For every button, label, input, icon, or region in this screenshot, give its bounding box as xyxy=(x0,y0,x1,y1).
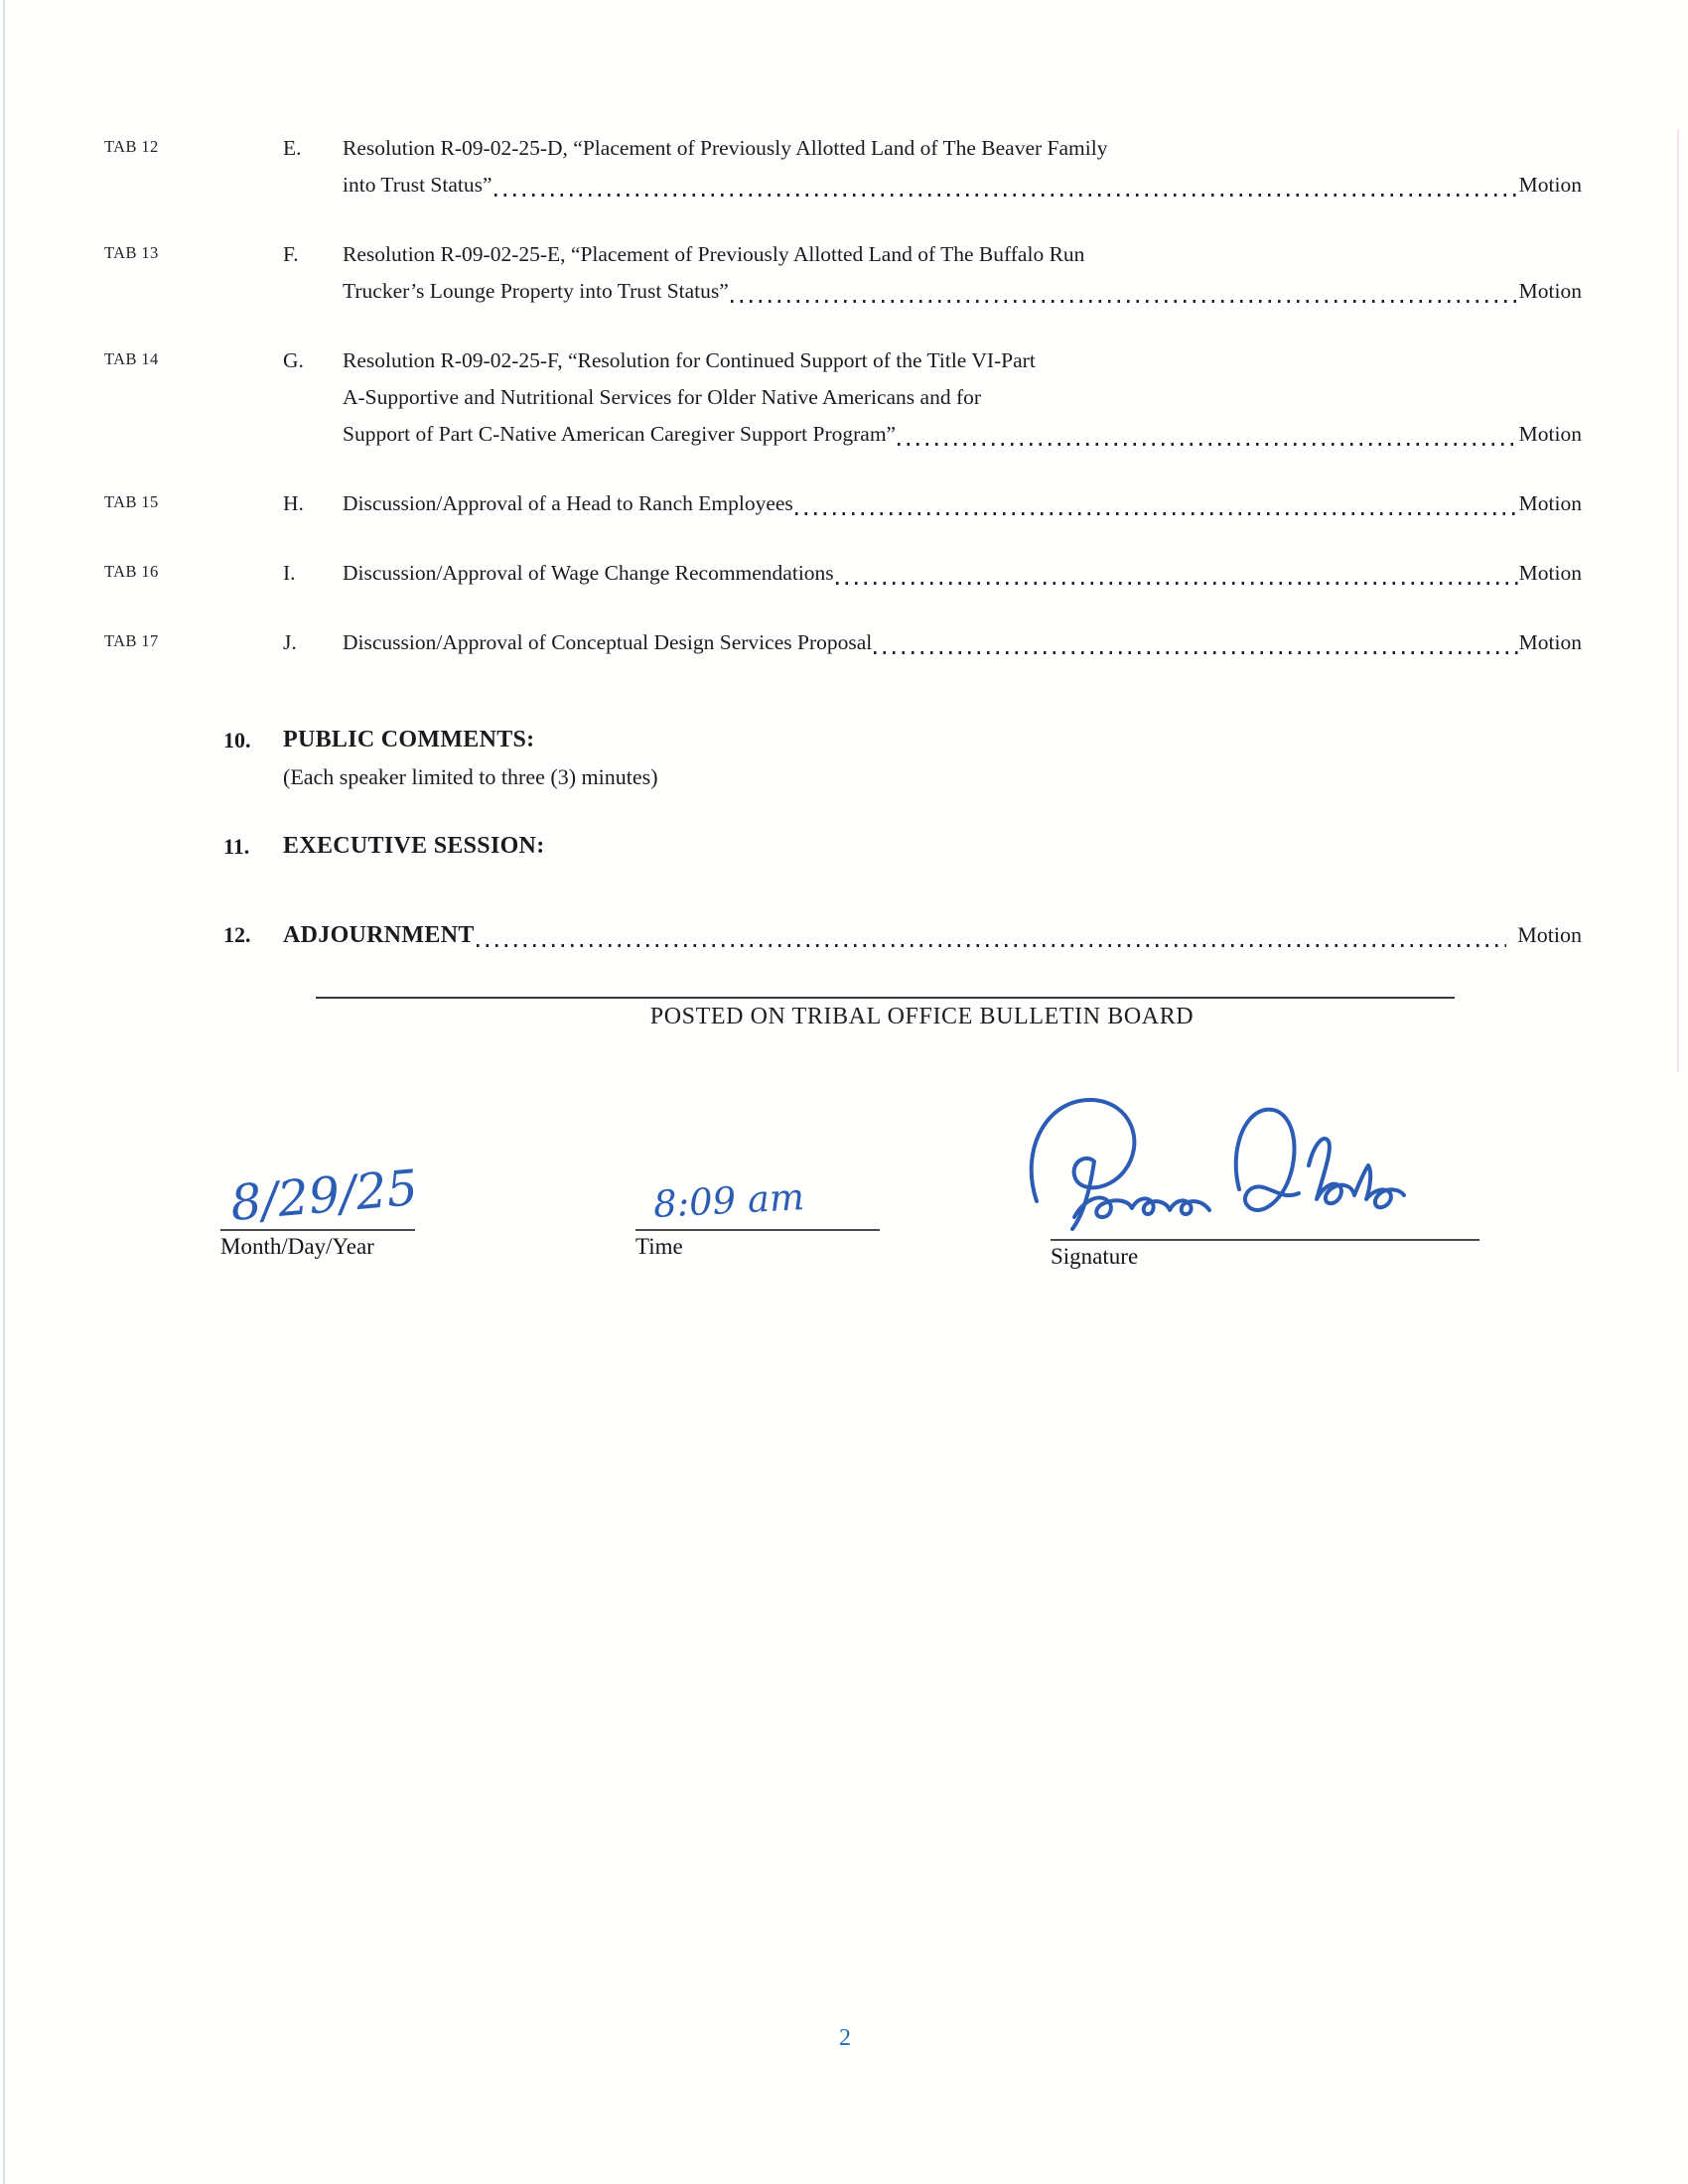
tab-label: TAB 14 xyxy=(104,349,159,368)
tab-label: TAB 16 xyxy=(104,562,159,581)
item-letter: F. xyxy=(283,242,299,266)
tab-label: TAB 15 xyxy=(104,492,159,511)
dotted-leader xyxy=(477,944,1507,947)
section-number: 10. xyxy=(223,728,251,752)
tab-label: TAB 13 xyxy=(104,243,159,262)
signature-field xyxy=(1051,1239,1479,1270)
section-list xyxy=(223,722,1582,954)
time-handwriting: 8:09 am xyxy=(651,1175,806,1226)
item-letter: G. xyxy=(283,348,304,372)
item-line: into Trust Status” xyxy=(343,173,492,197)
item-line: Resolution R-09-02-25-D, “Placement of Previously Allotted Land of The Beaver Family xyxy=(343,136,1108,160)
posting-banner: POSTED ON TRIBAL OFFICE BULLETIN BOARD xyxy=(649,1004,1195,1029)
item-result: Motion xyxy=(1518,422,1582,446)
signature-handwriting xyxy=(1023,1090,1420,1254)
item-line: Resolution R-09-02-25-F, “Resolution for Continued Support of the Title VI-Part xyxy=(343,348,1036,372)
page-number: 2 xyxy=(839,2025,851,2051)
time-field xyxy=(635,1229,880,1260)
signature-underline xyxy=(1051,1239,1479,1241)
agenda-item-j xyxy=(104,624,1582,661)
item-result: Motion xyxy=(1518,279,1582,303)
dotted-leader xyxy=(731,300,1518,303)
date-field xyxy=(220,1229,415,1260)
item-line: Resolution R-09-02-25-E, “Placement of Previously Allotted Land of The Buffalo Run xyxy=(343,242,1085,266)
agenda-item-list xyxy=(104,130,1582,694)
section-public-comments xyxy=(223,722,1582,795)
agenda-item-h xyxy=(104,485,1582,522)
section-title: PUBLIC COMMENTS: xyxy=(283,727,535,752)
item-result: Motion xyxy=(1518,173,1582,197)
time-label: Time xyxy=(635,1234,683,1259)
agenda-item-g xyxy=(104,342,1582,453)
agenda-item-i xyxy=(104,555,1582,592)
date-underline xyxy=(220,1229,415,1231)
item-letter: H. xyxy=(283,491,304,515)
item-line: Discussion/Approval of Wage Change Recommendations xyxy=(343,561,834,585)
section-executive-session xyxy=(223,828,1582,865)
section-title: EXECUTIVE SESSION: xyxy=(283,833,545,859)
agenda-item-e xyxy=(104,130,1582,204)
dotted-leader xyxy=(494,194,1518,197)
dotted-leader xyxy=(874,651,1517,654)
item-letter: I. xyxy=(283,561,296,585)
dotted-leader xyxy=(836,582,1518,585)
banner-rule xyxy=(316,997,1455,999)
section-number: 11. xyxy=(223,834,250,859)
posting-banner-block xyxy=(316,997,1455,1030)
item-result: Motion xyxy=(1518,491,1582,515)
time-underline xyxy=(635,1229,880,1231)
tab-label: TAB 17 xyxy=(104,631,159,650)
item-line: Discussion/Approval of a Head to Ranch Employees xyxy=(343,491,793,515)
section-subtitle: (Each speaker limited to three (3) minutes) xyxy=(283,764,658,789)
date-label: Month/Day/Year xyxy=(220,1234,374,1259)
item-letter: J. xyxy=(283,630,297,654)
section-result: Motion xyxy=(1517,922,1582,947)
item-line: Support of Part C-Native American Caregiver Support Program” xyxy=(343,422,897,446)
dotted-leader xyxy=(795,512,1518,515)
scan-edge-artifact-left xyxy=(3,0,5,2184)
agenda-item-f xyxy=(104,236,1582,310)
section-number: 12. xyxy=(223,922,251,947)
scan-edge-artifact-right xyxy=(1677,129,1679,1072)
item-result: Motion xyxy=(1518,561,1582,585)
tab-label: TAB 12 xyxy=(104,137,159,156)
item-letter: E. xyxy=(283,136,302,160)
item-line: Trucker’s Lounge Property into Trust Status” xyxy=(343,279,729,303)
signature-label: Signature xyxy=(1051,1244,1139,1269)
section-adjournment xyxy=(223,916,1582,954)
section-title: ADJOURNMENT xyxy=(283,922,475,948)
dotted-leader xyxy=(898,443,1518,446)
item-line: A-Supportive and Nutritional Services for Older Native Americans and for xyxy=(343,385,982,409)
item-result: Motion xyxy=(1518,630,1582,654)
item-line: Discussion/Approval of Conceptual Design Services Proposal xyxy=(343,630,873,654)
date-handwriting: 8/29/25 xyxy=(227,1159,421,1233)
